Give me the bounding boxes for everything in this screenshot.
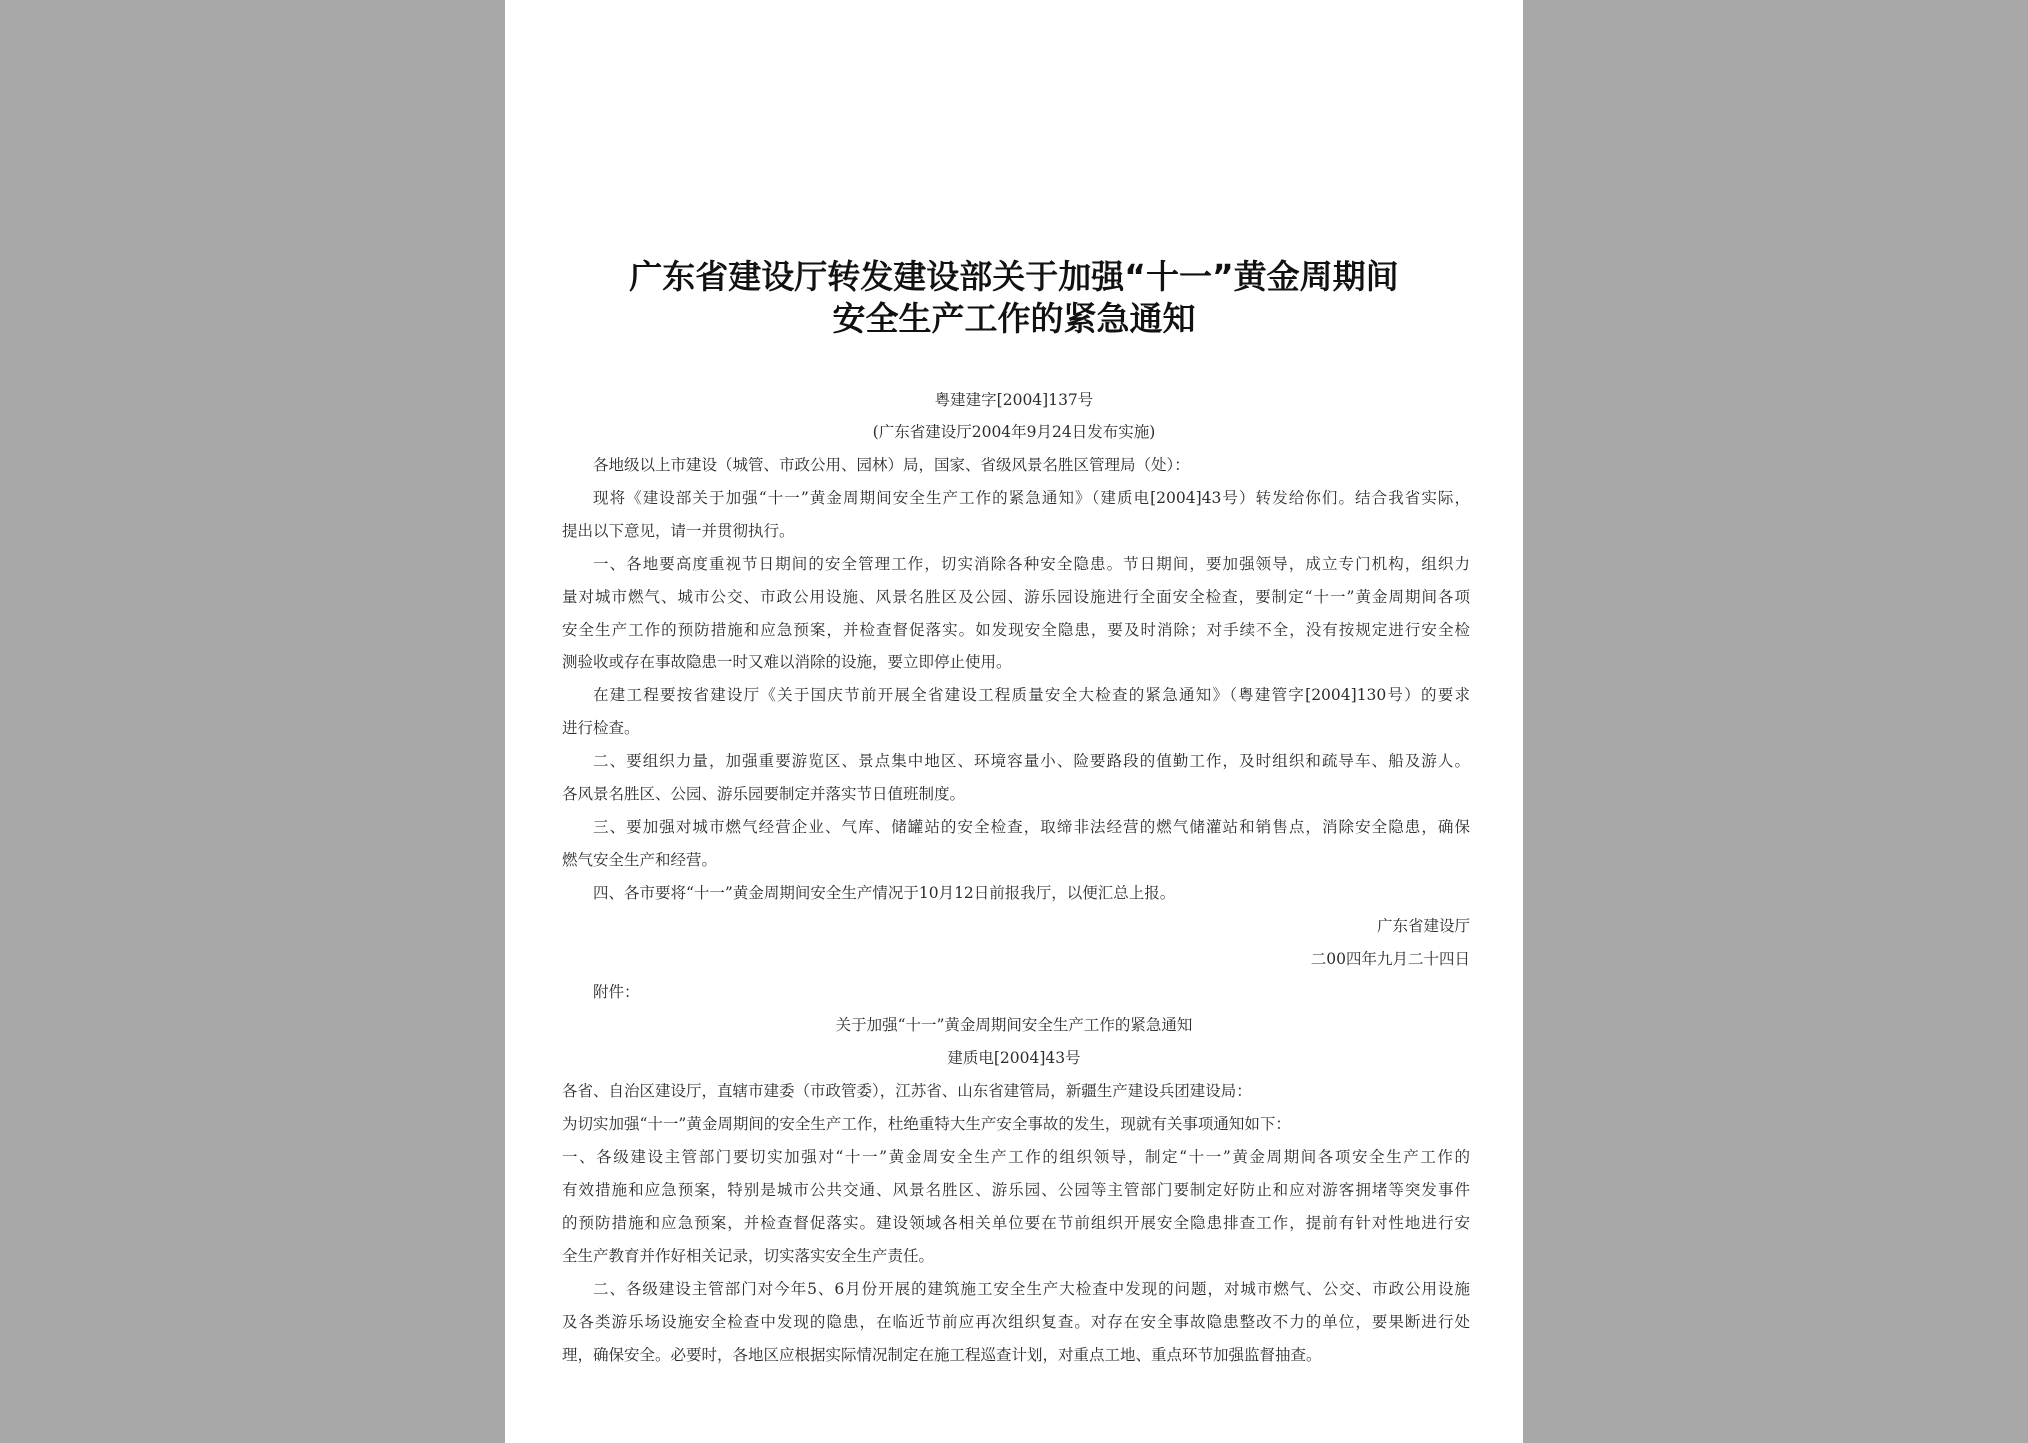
- title-line-2: 安全生产工作的紧急通知: [832, 299, 1196, 338]
- title-line-1: 广东省建设厅转发建设部关于加强“十一”黄金周期间: [629, 257, 1399, 296]
- signature-date: 二00四年九月二十四日: [1310, 950, 1470, 968]
- para3-line-1: 三、要加强对城市燃气经营企业、气库、储罐站的安全检查，取缔非法经营的燃气储灌站和销售点，消除安全隐患，确保: [593, 818, 1470, 836]
- attachment-addressee: 各省、自治区建设厅，直辖市建委（市政管委），江苏省、山东省建管局，新疆生产建设兵团建设局：: [562, 1082, 1252, 1100]
- para2-line-1: 二、要组织力量，加强重要游览区、景点集中地区、环境容量小、险要路段的值勤工作，及时组织和疏导车、船及游人。: [593, 752, 1470, 770]
- para1-line-4: 测验收或存在事故隐患一时又难以消除的设施，要立即停止使用。: [562, 653, 1012, 671]
- att-para2-line-2: 及各类游乐场设施安全检查中发现的隐患，在临近节前应再次组织复查。对存在安全事故隐患整改不力的单位，要果断进行处: [562, 1313, 1470, 1331]
- attachment-label: 附件：: [593, 983, 640, 1001]
- att-para1-line-4: 全生产教育并作好相关记录，切实落实安全生产责任。: [562, 1247, 935, 1265]
- para1b-line-1: 在建工程要按省建设厅《关于国庆节前开展全省建设工程质量安全大检查的紧急通知》（粤建管字[2004]130号）的要求: [593, 686, 1470, 704]
- intro-line-2: 提出以下意见，请一并贯彻执行。: [562, 522, 795, 540]
- att-para1-line-2: 有效措施和应急预案，特别是城市公共交通、风景名胜区、游乐园、公园等主管部门要制定好防止和应对游客拥堵等突发事件: [562, 1181, 1470, 1199]
- attachment-title: 关于加强“十一”黄金周期间安全生产工作的紧急通知: [835, 1016, 1193, 1034]
- attachment-intro: 为切实加强“十一”黄金周期间的安全生产工作，杜绝重特大生产安全事故的发生，现就有关事项通知如下：: [562, 1115, 1291, 1133]
- para2-line-2: 各风景名胜区、公园、游乐园要制定并落实节日值班制度。: [562, 785, 966, 803]
- intro-line-1: 现将《建设部关于加强“十一”黄金周期间安全生产工作的紧急通知》（建质电[2004]43号）转发给你们。结合我省实际，: [593, 489, 1470, 507]
- issue-note: (广东省建设厅2004年9月24日发布实施): [872, 423, 1156, 441]
- para1-line-1: 一、各地要高度重视节日期间的安全管理工作，切实消除各种安全隐患。节日期间，要加强领导，成立专门机构，组织力: [593, 555, 1470, 573]
- att-para1-line-1: 一、各级建设主管部门要切实加强对“十一”黄金周安全生产工作的组织领导，制定“十一”黄金周期间各项安全生产工作的: [562, 1148, 1470, 1166]
- att-para1-line-3: 的预防措施和应急预案，并检查督促落实。建设领域各相关单位要在节前组织开展安全隐患排查工作，提前有针对性地进行安: [562, 1214, 1470, 1232]
- addressee: 各地级以上市建设（城管、市政公用、园林）局，国家、省级风景名胜区管理局（处）：: [593, 456, 1190, 474]
- signer: 广东省建设厅: [1376, 917, 1470, 935]
- att-para2-line-3: 理，确保安全。必要时，各地区应根据实际情况制定在施工程巡查计划，对重点工地、重点环节加强监督抽查。: [562, 1346, 1322, 1364]
- document-number: 粤建建字[2004]137号: [934, 391, 1094, 409]
- document-page: [505, 0, 1523, 1443]
- para1b-line-2: 进行检查。: [562, 719, 640, 737]
- para1-line-3: 安全生产工作的预防措施和应急预案，并检查督促落实。如发现安全隐患，要及时消除；对手续不全，没有按规定进行安全检: [562, 621, 1470, 639]
- para1-line-2: 量对城市燃气、城市公交、市政公用设施、风景名胜区及公园、游乐园设施进行全面安全检查，要制定“十一”黄金周期间各项: [562, 588, 1470, 606]
- para4: 四、各市要将“十一”黄金周期间安全生产情况于10月12日前报我厅，以便汇总上报。: [593, 884, 1176, 902]
- para3-line-2: 燃气安全生产和经营。: [562, 851, 718, 869]
- att-para2-line-1: 二、各级建设主管部门对今年5、6月份开展的建筑施工安全生产大检查中发现的问题，对城市燃气、公交、市政公用设施: [593, 1280, 1470, 1298]
- attachment-number: 建质电[2004]43号: [947, 1049, 1081, 1067]
- document-title: [505, 256, 1523, 340]
